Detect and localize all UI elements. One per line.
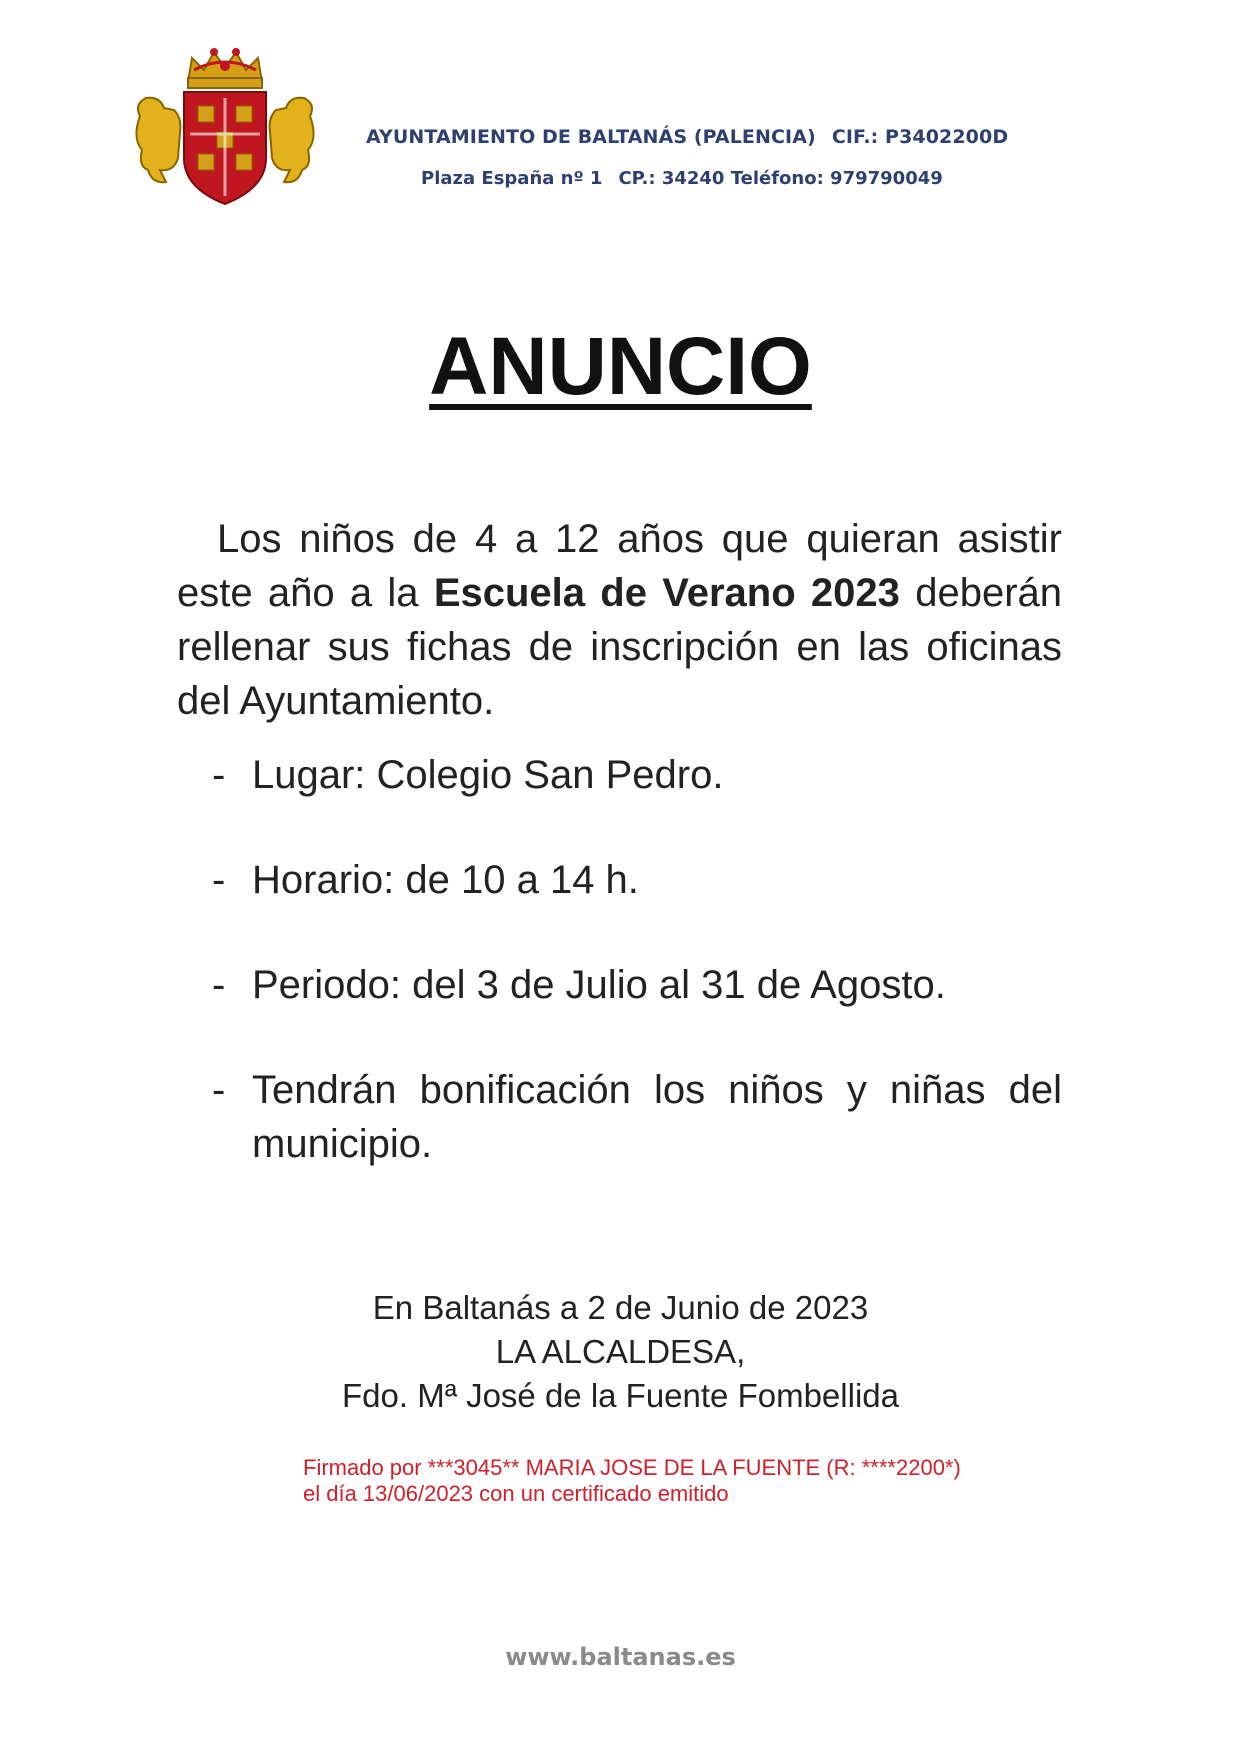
signature-role: LA ALCALDESA, [495, 1333, 746, 1370]
coat-of-arms-logo [130, 46, 320, 208]
intro-text-before: Los niños de 4 a 12 años que quieran asistir este año a la [177, 517, 1062, 615]
footer-website-link[interactable]: www.baltanas.es [505, 1643, 736, 1671]
page-title [0, 321, 1241, 412]
header-cif: CIF.: P3402200D [831, 126, 1009, 148]
header-address [421, 168, 943, 189]
signature-name: Fdo. Mª José de la Fuente Fombellida [342, 1377, 899, 1414]
list-item-text: Tendrán bonificación los niños y niñas del municipio. [252, 1068, 1062, 1166]
list-item [212, 1063, 1062, 1171]
list-item [212, 748, 1062, 802]
list-item-text: Lugar: Colegio San Pedro. [252, 753, 724, 797]
list-item [212, 853, 1062, 907]
intro-paragraph [177, 512, 1062, 728]
digital-signature-note: Firmado por ***3045** MARIA JOSE DE LA FUENTE (R: ****2200*) el día 13/06/2023 con un certificado emitido [303, 1455, 961, 1506]
list-dash: - [212, 1068, 226, 1112]
list-dash: - [212, 753, 226, 797]
list-item-text: Periodo: del 3 de Julio al 31 de Agosto. [252, 963, 946, 1007]
intro-text-after: deberán rellenar sus fichas de inscripción en las oficinas del Ayuntamiento. [177, 571, 1062, 723]
header-org-name: AYUNTAMIENTO DE BALTANÁS (PALENCIA) [366, 126, 816, 148]
header-street: Plaza España nº 1 [421, 168, 603, 189]
list-dash: - [212, 963, 226, 1007]
intro-bold-event: Escuela de Verano 2023 [433, 571, 900, 615]
list-dash: - [212, 858, 226, 902]
signature-date: En Baltanás a 2 de Junio de 2023 [372, 1289, 869, 1326]
header-contact: CP.: 34240 Teléfono: 979790049 [618, 168, 943, 189]
page-title-text: ANUNCIO [429, 321, 812, 412]
list-item-text: Horario: de 10 a 14 h. [252, 858, 639, 902]
list-item [212, 958, 1062, 1012]
header-organization [366, 126, 1008, 148]
